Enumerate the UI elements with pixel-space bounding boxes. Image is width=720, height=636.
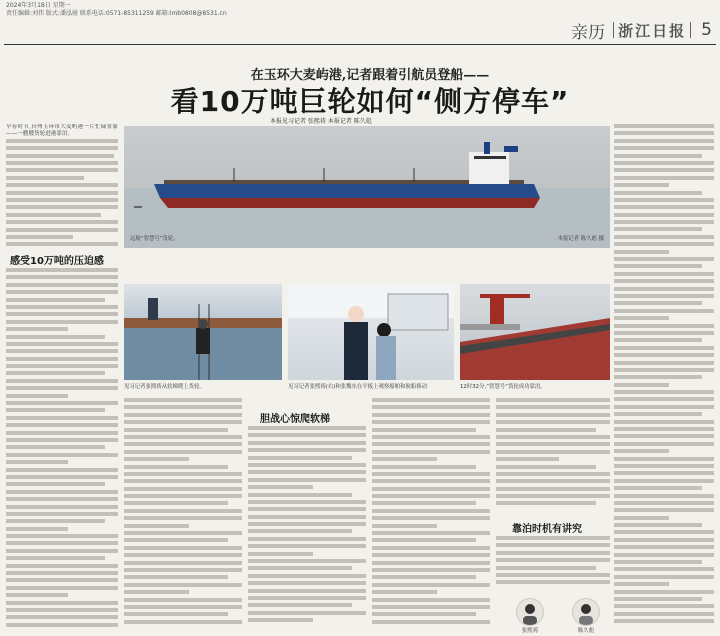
- text-line: [496, 450, 610, 454]
- text-line: [6, 564, 118, 568]
- text-line: [6, 349, 118, 353]
- avatar: [572, 598, 600, 626]
- text-line: [614, 316, 669, 320]
- text-line: [124, 398, 242, 402]
- text-line: [614, 582, 669, 586]
- text-line: [124, 553, 242, 557]
- text-line: [248, 493, 352, 497]
- text-line: [6, 431, 118, 435]
- text-line: [372, 428, 476, 432]
- text-line: [248, 581, 366, 585]
- text-line: [614, 235, 714, 239]
- reporter-profile: [572, 598, 600, 634]
- text-line: [6, 342, 118, 346]
- text-line: [614, 516, 669, 520]
- text-line: [6, 608, 118, 612]
- intro-lead-text: 早春时节,台州玉环市大麦屿港一片忙碌景象——一艘艘货轮进港靠泊。: [6, 124, 118, 138]
- text-line: [614, 486, 702, 490]
- text-line: [614, 471, 714, 475]
- text-line: [614, 331, 714, 335]
- text-line: [124, 598, 242, 602]
- text-line: [614, 361, 714, 365]
- text-line: [6, 268, 118, 272]
- text-line: [614, 242, 714, 246]
- text-line: [496, 580, 610, 584]
- text-line: [248, 448, 366, 452]
- text-line: [6, 379, 118, 383]
- text-line: [614, 479, 714, 483]
- text-line: [124, 465, 228, 469]
- text-line: [248, 441, 366, 445]
- person-icon: [573, 599, 599, 625]
- text-line: [614, 523, 702, 527]
- text-line: [6, 578, 118, 582]
- text-line: [124, 531, 242, 535]
- text-line: [6, 601, 118, 605]
- masthead-divider: [613, 22, 614, 38]
- text-line: [614, 220, 714, 224]
- text-line: [372, 398, 490, 402]
- text-line: [372, 546, 490, 550]
- text-line: [124, 442, 242, 446]
- text-line: [614, 390, 714, 394]
- text-line: [496, 573, 610, 577]
- body-column-4b: [496, 536, 610, 594]
- text-line: [496, 558, 610, 562]
- right-column-body: [614, 124, 714, 632]
- text-line: [124, 620, 242, 624]
- text-line: [614, 205, 714, 209]
- text-line: [6, 312, 118, 316]
- text-line: [614, 560, 702, 564]
- berthed-ship-illustration: [460, 284, 610, 380]
- text-line: [6, 593, 68, 597]
- reporter-profile: [516, 598, 544, 634]
- text-line: [614, 553, 714, 557]
- text-line: [6, 519, 105, 523]
- text-line: [248, 433, 366, 437]
- text-line: [6, 423, 118, 427]
- text-line: [614, 294, 714, 298]
- text-line: [614, 279, 714, 283]
- text-line: [614, 530, 714, 534]
- text-line: [372, 420, 490, 424]
- text-line: [614, 397, 714, 401]
- text-line: [614, 420, 714, 424]
- person-icon: [517, 599, 543, 625]
- main-photo: [124, 126, 610, 248]
- text-line: [124, 568, 242, 572]
- text-line: [614, 272, 714, 276]
- text-line: [248, 537, 366, 541]
- text-line: [496, 413, 610, 417]
- text-line: [6, 416, 118, 420]
- text-line: [372, 575, 476, 579]
- text-line: [496, 566, 596, 570]
- text-line: [248, 522, 366, 526]
- text-line: [6, 549, 118, 553]
- text-line: [614, 619, 714, 623]
- photo-bridge: [288, 284, 454, 380]
- text-line: [614, 575, 714, 579]
- text-line: [496, 494, 610, 498]
- text-line: [248, 426, 366, 430]
- text-line: [6, 615, 118, 619]
- text-line: [124, 420, 242, 424]
- text-line: [6, 371, 105, 375]
- text-line: [248, 470, 366, 474]
- date-line: 2024年3月18日 星期一: [6, 2, 71, 9]
- text-line: [372, 612, 476, 616]
- section-head-3: 靠泊时机有讲究: [512, 524, 582, 535]
- reporter-profiles: [516, 598, 600, 634]
- text-line: [614, 168, 714, 172]
- text-line: [372, 457, 437, 461]
- text-line: [372, 583, 490, 587]
- text-line: [248, 611, 366, 615]
- text-line: [6, 505, 118, 509]
- text-line: [124, 583, 242, 587]
- text-line: [6, 386, 118, 390]
- photo-berthed: [460, 284, 610, 380]
- text-line: [124, 479, 242, 483]
- text-line: [496, 501, 596, 505]
- text-line: [372, 494, 490, 498]
- text-line: [372, 501, 476, 505]
- text-line: [6, 468, 118, 472]
- text-line: [614, 604, 714, 608]
- text-line: [614, 442, 714, 446]
- text-line: [6, 534, 118, 538]
- text-line: [614, 227, 702, 231]
- main-photo-caption: 远航“智慧号”货轮。: [130, 236, 179, 242]
- text-line: [372, 479, 490, 483]
- reporter-name: 张熙祷: [521, 628, 539, 634]
- text-line: [6, 475, 118, 479]
- text-line: [372, 509, 490, 513]
- text-line: [614, 124, 714, 128]
- text-line: [614, 191, 702, 195]
- text-line: [614, 434, 714, 438]
- article-kicker: 在玉环大麦屿港,记者跟着引航员登船——: [250, 68, 490, 83]
- text-line: [496, 420, 610, 424]
- text-line: [6, 556, 105, 560]
- text-line: [6, 290, 118, 294]
- text-line: [372, 413, 490, 417]
- text-line: [6, 541, 118, 545]
- text-line: [372, 561, 490, 565]
- text-line: [248, 574, 366, 578]
- text-line: [614, 301, 702, 305]
- text-line: [614, 183, 669, 187]
- text-line: [614, 213, 714, 217]
- text-line: [614, 176, 714, 180]
- text-line: [614, 353, 714, 357]
- header-meta: [6, 2, 227, 18]
- text-line: [614, 508, 714, 512]
- text-line: [248, 589, 366, 593]
- text-line: [614, 324, 714, 328]
- text-line: [248, 618, 313, 622]
- text-line: [496, 551, 610, 555]
- text-line: [614, 545, 714, 549]
- text-line: [248, 559, 366, 563]
- text-line: [372, 516, 490, 520]
- text-line: [248, 544, 366, 548]
- text-line: [614, 264, 702, 268]
- photo1-caption: 见习记者张熙祷从软梯爬上货轮。: [124, 384, 205, 390]
- text-line: [6, 527, 68, 531]
- text-line: [496, 472, 610, 476]
- text-line: [614, 405, 714, 409]
- text-line: [6, 512, 118, 516]
- text-line: [6, 586, 118, 590]
- text-line: [248, 500, 366, 504]
- text-line: [6, 298, 105, 302]
- text-line: [614, 139, 714, 143]
- text-line: [372, 531, 490, 535]
- body-column-3: [372, 398, 490, 632]
- text-line: [124, 487, 242, 491]
- text-line: [496, 479, 610, 483]
- text-line: [614, 198, 714, 202]
- text-line: [614, 250, 669, 254]
- text-line: [124, 509, 242, 513]
- text-line: [496, 457, 559, 461]
- text-line: [124, 590, 189, 594]
- text-line: [6, 571, 118, 575]
- text-line: [372, 405, 490, 409]
- photo3-caption: 12时32分,“智慧号”货轮成功靠泊。: [460, 384, 546, 390]
- text-line: [6, 497, 118, 501]
- photo2-caption: 见习记者张熙祷(右)和张魏东在平板上观察船舶和航船移动: [288, 384, 427, 390]
- text-line: [248, 603, 352, 607]
- text-line: [248, 485, 313, 489]
- body-column-1: [124, 398, 242, 632]
- masthead-divider: [690, 22, 691, 38]
- text-line: [372, 538, 476, 542]
- text-line: [614, 154, 702, 158]
- text-line: [372, 524, 437, 528]
- text-line: [124, 561, 242, 565]
- text-line: [124, 524, 189, 528]
- text-line: [248, 463, 366, 467]
- text-line: [614, 457, 714, 461]
- body-column-4: [496, 398, 610, 516]
- text-line: [614, 146, 714, 150]
- text-line: [614, 383, 669, 387]
- text-line: [614, 131, 714, 135]
- text-line: [372, 598, 490, 602]
- text-line: [496, 465, 596, 469]
- text-line: [6, 357, 118, 361]
- text-line: [124, 435, 242, 439]
- text-line: [124, 575, 228, 579]
- article-headline: 看10万吨巨轮如何“侧方停车”: [170, 85, 570, 118]
- text-line: [124, 605, 242, 609]
- text-line: [496, 435, 610, 439]
- text-line: [6, 320, 118, 324]
- intro-column: [6, 124, 118, 252]
- text-line: [614, 375, 702, 379]
- text-line: [614, 494, 714, 498]
- text-line: [6, 401, 118, 405]
- text-line: [248, 596, 366, 600]
- text-line: [248, 552, 313, 556]
- ladder-climb-illustration: [124, 284, 282, 380]
- reporter-name: 陈久彪: [577, 628, 595, 634]
- text-line: [496, 405, 610, 409]
- text-line: [614, 567, 714, 571]
- text-line: [248, 507, 366, 511]
- text-line: [614, 412, 702, 416]
- text-line: [372, 568, 490, 572]
- text-line: [372, 620, 490, 624]
- text-line: [614, 597, 702, 601]
- top-rule: [4, 44, 716, 45]
- text-line: [496, 487, 610, 491]
- text-line: [124, 501, 228, 505]
- text-line: [6, 482, 105, 486]
- text-line: [6, 623, 118, 627]
- text-line: [6, 283, 118, 287]
- text-line: [496, 543, 610, 547]
- text-line: [248, 566, 352, 570]
- text-line: [614, 538, 714, 542]
- text-line: [6, 445, 105, 449]
- text-line: [496, 428, 596, 432]
- text-line: [6, 327, 68, 331]
- text-line: [614, 501, 714, 505]
- text-line: [124, 428, 228, 432]
- text-line: [248, 529, 352, 533]
- text-line: [614, 346, 714, 350]
- newspaper-logo: 浙江日报: [618, 21, 687, 40]
- text-line: [124, 538, 228, 542]
- text-line: [614, 287, 714, 291]
- text-line: [6, 364, 118, 368]
- text-line: [372, 553, 490, 557]
- text-line: [372, 590, 437, 594]
- text-line: [6, 460, 68, 464]
- section-head-2: 胆战心惊爬软梯: [260, 414, 330, 425]
- text-line: [496, 398, 610, 402]
- masthead: [571, 18, 712, 42]
- text-line: [6, 490, 118, 494]
- main-photo-credit: 本报记者 陈久彪 摄: [557, 236, 604, 242]
- text-line: [614, 590, 714, 594]
- text-line: [614, 257, 714, 261]
- editor-line: 责任编辑:刘伟 版式:潘泓骏 联系电话:0571-85311259 邮箱:lmb0808@8531.cn: [6, 10, 227, 17]
- text-line: [124, 450, 242, 454]
- avatar: [516, 598, 544, 626]
- left-column-body: [6, 268, 118, 632]
- text-line: [372, 435, 490, 439]
- page-number: 5: [701, 20, 712, 40]
- text-line: [372, 442, 490, 446]
- text-line: [124, 612, 228, 616]
- text-line: [372, 450, 490, 454]
- text-line: [496, 442, 610, 446]
- text-line: [6, 305, 118, 309]
- text-line: [6, 335, 105, 339]
- text-line: [248, 478, 366, 482]
- text-line: [614, 161, 714, 165]
- text-line: [6, 453, 118, 457]
- text-line: [372, 472, 490, 476]
- text-line: [6, 275, 118, 279]
- text-line: [6, 408, 105, 412]
- text-line: [614, 612, 714, 616]
- text-line: [372, 487, 490, 491]
- section-name: 亲历: [571, 22, 606, 43]
- text-line: [124, 413, 242, 417]
- text-line: [248, 456, 352, 460]
- text-line: [124, 516, 242, 520]
- photo-ladder: [124, 284, 282, 380]
- article-byline: 本报见习记者 张熙祷 本报记者 陈久彪: [270, 118, 372, 125]
- body-column-2: [248, 426, 366, 632]
- bridge-officers-illustration: [288, 284, 454, 380]
- text-line: [6, 438, 118, 442]
- text-line: [372, 465, 476, 469]
- section-head-1: 感受10万吨的压迫感: [10, 256, 104, 267]
- text-line: [124, 405, 242, 409]
- text-line: [614, 368, 714, 372]
- text-line: [124, 472, 242, 476]
- text-line: [124, 457, 189, 461]
- text-line: [614, 338, 702, 342]
- text-line: [6, 394, 68, 398]
- text-line: [614, 449, 669, 453]
- text-line: [124, 546, 242, 550]
- text-line: [372, 605, 490, 609]
- text-line: [124, 494, 242, 498]
- text-line: [614, 309, 714, 313]
- text-line: [614, 464, 714, 468]
- text-line: [614, 427, 714, 431]
- text-line: [496, 536, 610, 540]
- cargo-ship-illustration: [124, 126, 610, 248]
- text-line: [248, 515, 366, 519]
